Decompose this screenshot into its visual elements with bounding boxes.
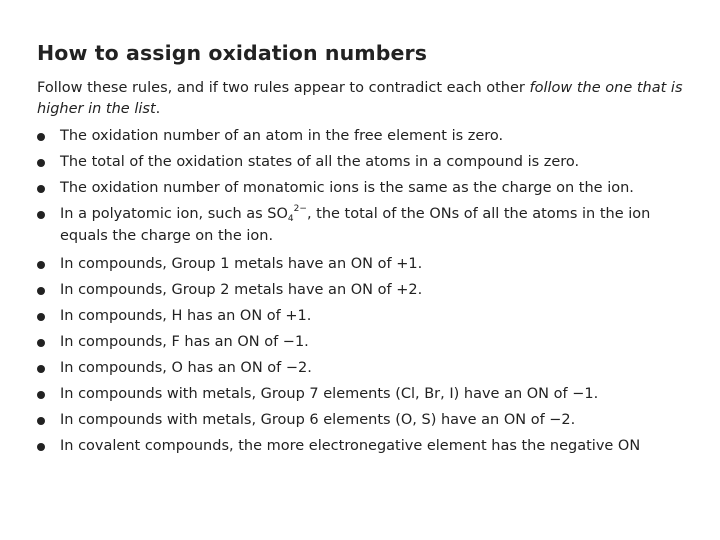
bullet-icon [37, 417, 45, 425]
rule-text: In compounds, Group 2 metals have an ON of +2. [60, 282, 423, 298]
rule-text: In compounds with metals, Group 7 elements (Cl, Br, I) have an ON of −1. [60, 386, 599, 402]
bullet-icon [37, 133, 45, 141]
intro-paragraph [37, 78, 687, 120]
bullet-icon [37, 159, 45, 167]
bullet-icon [37, 391, 45, 399]
rule-item [37, 203, 687, 247]
bullet-icon [37, 339, 45, 347]
bullet-icon [37, 185, 45, 193]
rule-item [37, 357, 687, 379]
bullet-icon [37, 211, 45, 219]
rule-item [37, 435, 687, 457]
intro-emphasis: follow the one that is higher in the list [37, 80, 683, 117]
rule-text-before: In a polyatomic ion, such as SO [60, 206, 288, 222]
rule-item [37, 305, 687, 327]
rule-item [37, 409, 687, 431]
rule-item [37, 279, 687, 301]
intro-end: . [155, 101, 161, 117]
rule-text: In covalent compounds, the more electronegative element has the negative ON [60, 438, 641, 454]
rule-item [37, 383, 687, 405]
rule-item [37, 151, 687, 173]
page-title: How to assign oxidation numbers [37, 41, 428, 65]
rule-item [37, 253, 687, 275]
bullet-icon [37, 287, 45, 295]
bullet-icon [37, 261, 45, 269]
rule-text: In compounds with metals, Group 6 elements (O, S) have an ON of −2. [60, 412, 576, 428]
bullet-icon [37, 443, 45, 451]
bullet-icon [37, 365, 45, 373]
rule-text: In compounds, F has an ON of −1. [60, 334, 309, 350]
rule-text: The oxidation number of monatomic ions is the same as the charge on the ion. [60, 180, 634, 196]
rule-item [37, 125, 687, 147]
rule-text: The oxidation number of an atom in the free element is zero. [60, 128, 504, 144]
rule-text: The total of the oxidation states of all the atoms in a compound is zero. [60, 154, 580, 170]
intro-text: Follow these rules, and if two rules appear to contradict each other [37, 80, 530, 96]
rules-list [37, 125, 687, 461]
rule-text: In compounds, O has an ON of −2. [60, 360, 312, 376]
rule-text: In compounds, Group 1 metals have an ON of +1. [60, 256, 423, 272]
rule-item [37, 177, 687, 199]
formula-superscript: 2− [293, 204, 307, 214]
formula-subscript: 4 [287, 214, 294, 224]
bullet-icon [37, 313, 45, 321]
rule-text: In compounds, H has an ON of +1. [60, 308, 312, 324]
rule-text-after: , the total of the ONs of all the atoms in the ion equals the charge on the ion. [60, 206, 651, 244]
rule-item [37, 331, 687, 353]
